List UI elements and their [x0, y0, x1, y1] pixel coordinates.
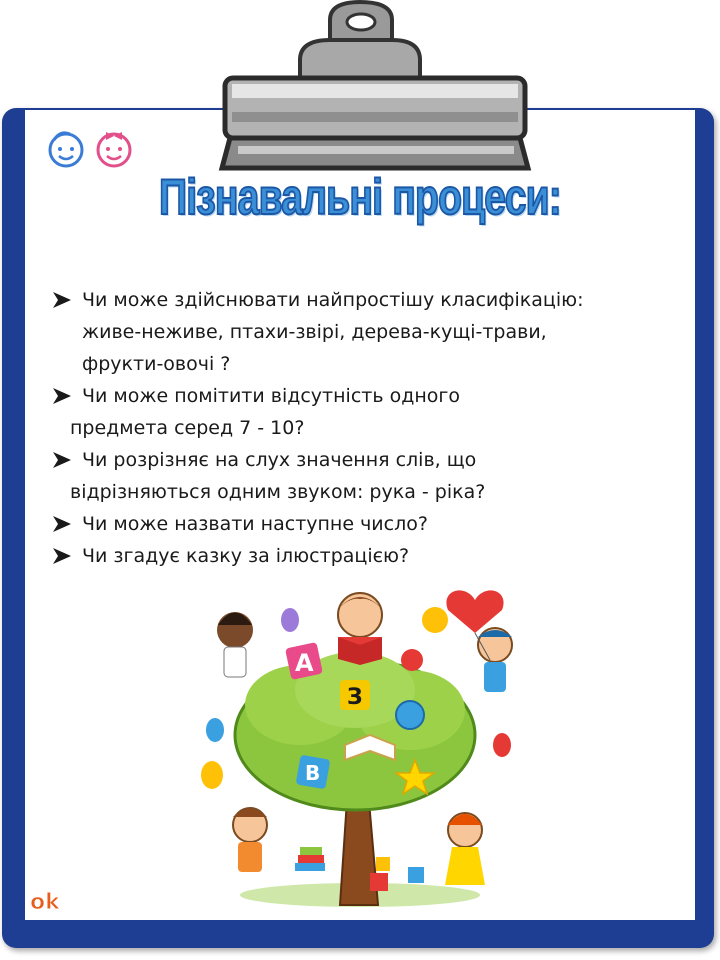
- arrow-bullet-icon: [52, 291, 72, 309]
- ok-badge: ok: [30, 890, 60, 915]
- list-item: [48, 444, 668, 508]
- kids-faces-icon: [44, 124, 140, 172]
- list-item: [48, 284, 668, 380]
- letter-v-icon: [296, 755, 331, 790]
- letter-z-icon: [340, 680, 370, 710]
- list-item-text: предмета серед 7 - 10?: [70, 417, 305, 439]
- list-item-text: Чи згадує казку за ілюстрацією?: [82, 545, 410, 567]
- kids-tree-illustration: [190, 585, 530, 920]
- list-item-text: Чи може помітити відсутність одного: [82, 385, 460, 407]
- list-item: [48, 508, 668, 540]
- letter-z: З: [347, 685, 363, 710]
- letter-v: В: [305, 761, 321, 785]
- question-list: [48, 284, 668, 572]
- letter-a: А: [295, 649, 314, 677]
- arrow-bullet-icon: [52, 515, 72, 533]
- list-item: [48, 380, 668, 444]
- list-item-text: Чи може здійснювати найпростішу класифікацію:: [82, 289, 584, 311]
- list-item-text: Чи розрізняє на слух значення слів, що: [82, 449, 477, 471]
- arrow-bullet-icon: [52, 387, 72, 405]
- letter-a-icon: [285, 642, 323, 680]
- arrow-bullet-icon: [52, 547, 72, 565]
- list-item-text: відрізняються одним звуком: рука - ріка?: [70, 481, 486, 503]
- arrow-bullet-icon: [52, 451, 72, 469]
- list-item-text: Чи може назвати наступне число?: [82, 513, 428, 535]
- page-title: Пізнавальні процеси:: [158, 169, 562, 225]
- list-item-text: фрукти-овочі ?: [82, 353, 231, 375]
- list-item-text: живе-неживе, птахи-звірі, дерева-кущі-трави,: [82, 321, 547, 343]
- list-item: [48, 540, 668, 572]
